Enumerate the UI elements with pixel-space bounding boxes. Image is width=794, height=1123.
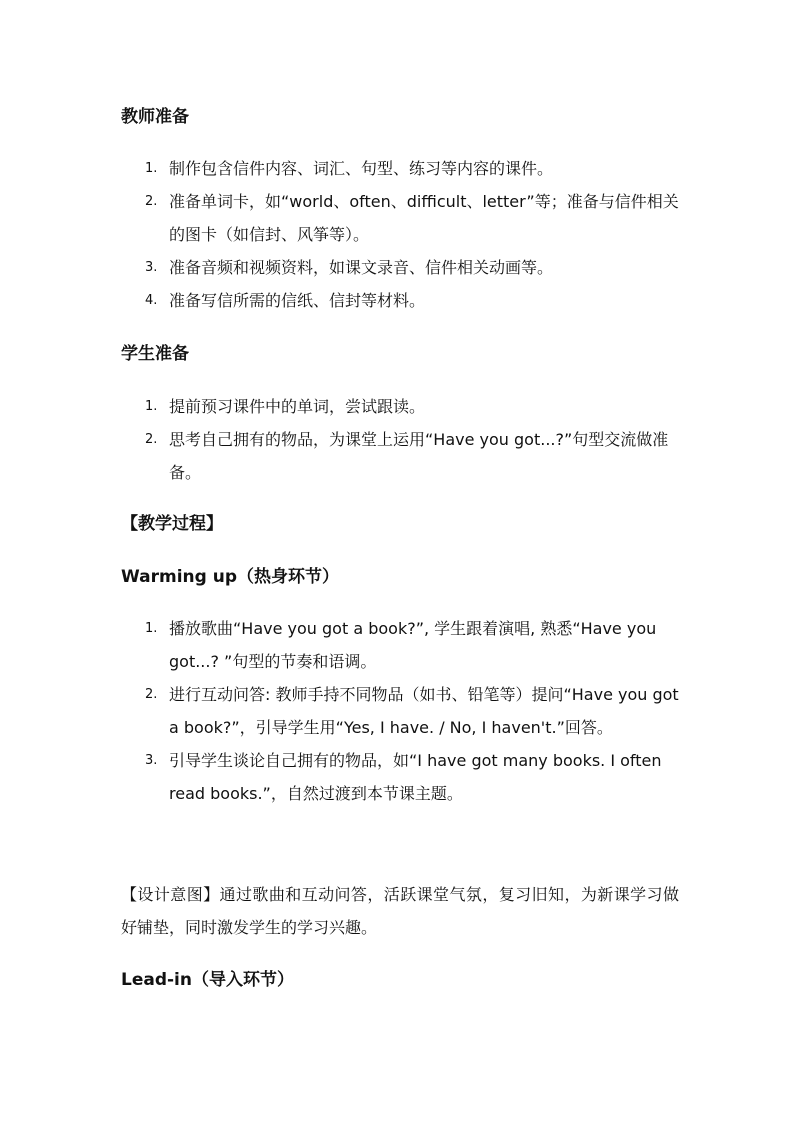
- list-item: [121, 185, 681, 251]
- list-item: [121, 423, 681, 489]
- list-number: 3.: [145, 753, 158, 768]
- list-item-text: 引导学生谈论自己拥有的物品，如“I have got many books. I often read books.”，自然过渡到本节课主题。: [169, 751, 662, 803]
- list-item-text: 制作包含信件内容、词汇、句型、练习等内容的课件。: [169, 159, 554, 178]
- list-number: 1.: [145, 621, 158, 636]
- list-number: 1.: [145, 161, 158, 176]
- student-prep-heading: 学生准备: [121, 344, 189, 364]
- student-prep-list: [121, 390, 681, 489]
- list-item: [121, 251, 681, 284]
- teaching-process-heading: 【教学过程】: [121, 514, 223, 534]
- teacher-prep-list: [121, 152, 681, 317]
- list-item-text: 进行互动问答: 教师手持不同物品（如书、铅笔等）提问“Have you got a book?”，引导学生用“Yes, I have. / No, I haven't.”回答。: [169, 685, 679, 737]
- list-number: 2.: [145, 194, 158, 209]
- list-number: 2.: [145, 432, 158, 447]
- list-item: [121, 678, 681, 744]
- list-number: 2.: [145, 687, 158, 702]
- list-item: [121, 284, 681, 317]
- list-item-text: 思考自己拥有的物品，为课堂上运用“Have you got...?”句型交流做准备。: [169, 430, 669, 482]
- list-number: 4.: [145, 293, 158, 308]
- list-number: 3.: [145, 260, 158, 275]
- warming-up-heading: Warming up（热身环节）: [121, 567, 340, 587]
- list-item-text: 准备音频和视频资料，如课文录音、信件相关动画等。: [169, 258, 554, 277]
- list-item-text: 提前预习课件中的单词，尝试跟读。: [169, 397, 426, 416]
- warming-up-list: [121, 612, 681, 810]
- teacher-prep-heading: 教师准备: [121, 107, 189, 127]
- list-item-text: 播放歌曲“Have you got a book?”, 学生跟着演唱, 熟悉“Have you got...? ”句型的节奏和语调。: [169, 619, 657, 671]
- list-item: [121, 390, 681, 423]
- list-item: [121, 152, 681, 185]
- design-intent-paragraph: 【设计意图】通过歌曲和互动问答，活跃课堂气氛，复习旧知，为新课学习做好铺垫，同时激发学生的学习兴趣。: [121, 885, 679, 937]
- list-item-text: 准备写信所需的信纸、信封等材料。: [169, 291, 426, 310]
- list-item: [121, 612, 681, 678]
- lead-in-heading: Lead-in（导入环节）: [121, 970, 294, 990]
- list-number: 1.: [145, 399, 158, 414]
- list-item-text: 准备单词卡，如“world、often、difficult、letter”等；准备与信件相关的图卡（如信封、风筝等）。: [169, 192, 679, 244]
- list-item: [121, 744, 681, 810]
